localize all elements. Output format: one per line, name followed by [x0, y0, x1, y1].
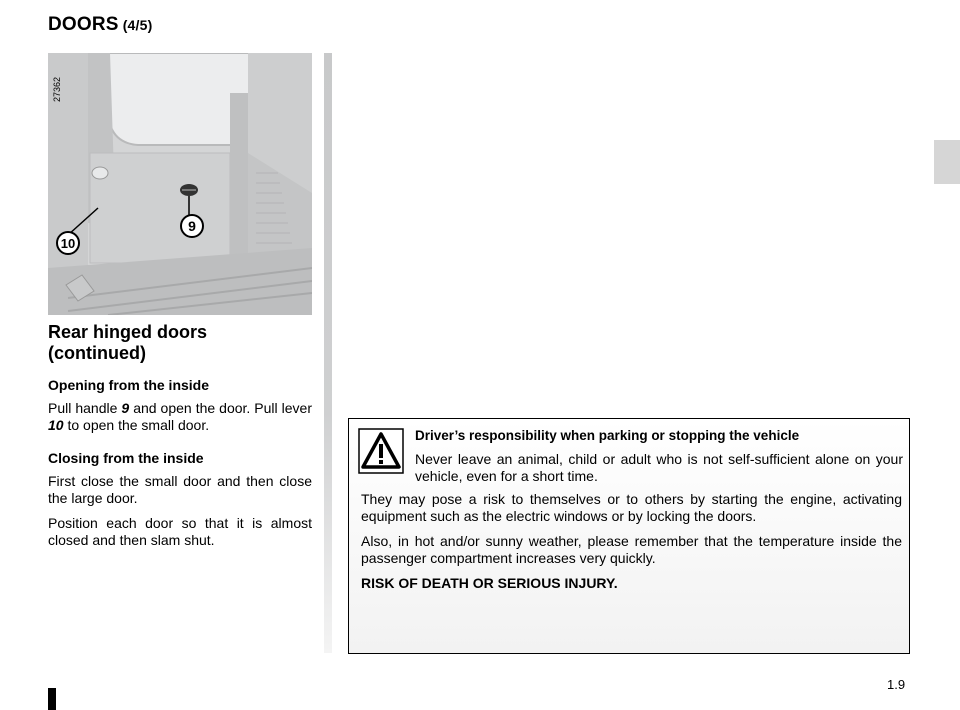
- warning-body: [361, 491, 902, 600]
- page-title-text: DOORS: [48, 14, 119, 35]
- page-subtitle: (4/5): [122, 17, 153, 33]
- section-title: [48, 322, 318, 364]
- opening-text-a: Pull handle: [48, 400, 122, 416]
- warning-paragraph-1: Never leave an animal, child or adult who is not self-sufficient alone on your vehicle, even for a short time.: [415, 451, 903, 484]
- closing-paragraph-1: First close the small door and then close the large door.: [48, 473, 312, 506]
- rear-door-illustration: [48, 53, 312, 315]
- warning-box: [348, 418, 910, 654]
- lever-reference: 10: [48, 417, 64, 433]
- handle-reference: 9: [121, 400, 130, 416]
- closing-heading: Closing from the inside: [48, 450, 204, 466]
- column-divider: [324, 53, 332, 653]
- opening-paragraph: [48, 400, 312, 434]
- callout-9-label: 9: [188, 218, 196, 234]
- closing-paragraph-2: Position each door so that it is almost closed and then slam shut.: [48, 515, 312, 548]
- warning-paragraph-2: They may pose a risk to themselves or to others by starting the engine, activating equipment such as the electric windows or by locking the doors.: [361, 491, 902, 524]
- warning-paragraph-3: Also, in hot and/or sunny weather, please remember that the temperature inside the passenger compartment increases very quickly.: [361, 533, 902, 566]
- instructions-column: [48, 377, 312, 557]
- chapter-tab: [934, 140, 960, 184]
- warning-triangle-icon: [358, 428, 404, 474]
- section-title-line1: Rear hinged doors: [48, 322, 208, 342]
- corner-mark: [48, 688, 56, 710]
- page-title: [48, 14, 152, 36]
- opening-heading: Opening from the inside: [48, 377, 210, 393]
- section-title-line2: (continued): [48, 343, 146, 363]
- page-number: 1.9: [887, 677, 906, 692]
- warning-risk-statement: RISK OF DEATH OR SERIOUS INJURY.: [361, 575, 618, 591]
- warning-title: Driver’s responsibility when parking or stopping the vehicle: [415, 428, 800, 443]
- opening-text-b: and open the door. Pull lever: [129, 400, 312, 416]
- opening-text-c: to open the small door.: [63, 417, 210, 433]
- figure-code: 27362: [52, 76, 62, 102]
- callout-10-label: 10: [60, 236, 76, 251]
